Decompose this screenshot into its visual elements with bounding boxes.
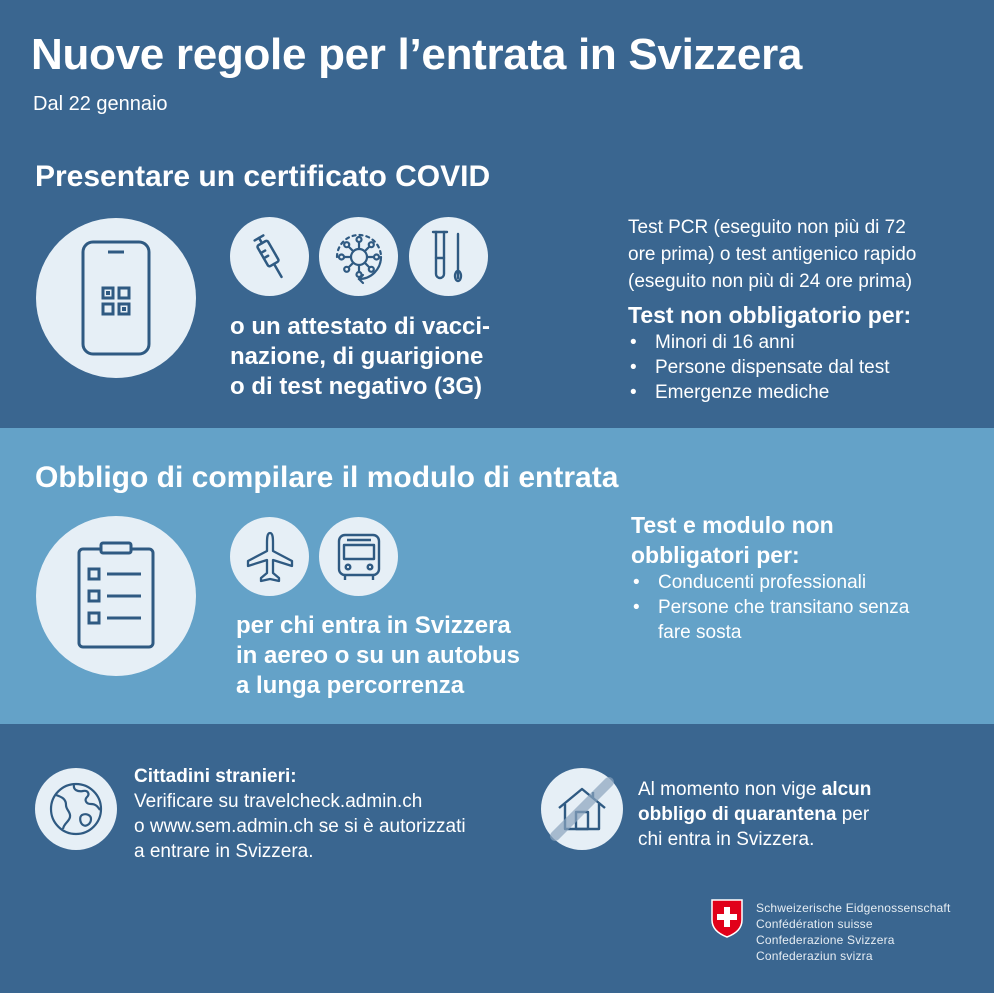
foreigners-line: Verificare su travelcheck.admin.ch (134, 791, 423, 812)
certificate-description (230, 312, 490, 402)
form-exempt-heading (631, 510, 834, 570)
form-exempt-heading-line: obbligatori per: (631, 542, 800, 568)
entry-form-description (236, 611, 520, 701)
certificate-line: nazione, di guarigione (230, 343, 484, 370)
entry-form-line: per chi entra in Svizzera (236, 612, 511, 639)
syringe-icon (230, 217, 309, 296)
quarantine-text: Al momento non vige (638, 779, 822, 800)
test-info-line: (eseguito non più di 24 ore prima) (628, 271, 913, 292)
airplane-icon (230, 517, 309, 596)
form-exempt-heading-line: Test e modulo non (631, 512, 834, 538)
phone-qr-code-icon (36, 218, 196, 378)
test-info (628, 214, 916, 295)
virus-recovery-icon (319, 217, 398, 296)
quarantine-text: chi entra in Svizzera. (638, 829, 815, 850)
test-exempt-heading: Test non obbligatorio per: (628, 302, 912, 328)
entry-form-line: a lunga percorrenza (236, 672, 465, 699)
quarantine-emphasis: obbligo di quarantena (638, 804, 837, 825)
foreigners-line: o www.sem.admin.ch se si è autorizzati (134, 816, 466, 837)
test-exempt-list (628, 330, 890, 405)
certificate-line: o un attestato di vacci- (230, 313, 491, 340)
entry-form-heading: Obbligo di compilare il modulo di entrata (35, 461, 619, 494)
form-exempt-list (631, 570, 931, 645)
clipboard-form-icon (36, 516, 196, 676)
foreigners-heading: Cittadini stranieri: (134, 766, 297, 787)
confederation-line: Schweizerische Eidgenossenschaft (756, 901, 951, 915)
certificate-line: o di test negativo (3G) (230, 373, 483, 400)
test-swab-icon (409, 217, 488, 296)
globe-icon (35, 768, 117, 850)
entry-form-line: in aereo o su un autobus (236, 642, 521, 669)
list-item: • Conducenti professionali (631, 570, 931, 595)
list-item: • Emergenze mediche (628, 380, 890, 405)
swiss-shield-icon (710, 898, 744, 938)
page-subtitle: Dal 22 gennaio (33, 93, 168, 115)
confederation-names (756, 900, 951, 964)
confederation-line: Confédération suisse (756, 917, 873, 931)
foreigners-line: a entrare in Svizzera. (134, 841, 314, 862)
quarantine-info (638, 777, 871, 852)
page-title: Nuove regole per l’entrata in Svizzera (31, 30, 803, 79)
list-item: • Persone che transitano senza fare sosta (631, 595, 931, 645)
covid-certificate-heading: Presentare un certificato COVID (35, 160, 491, 193)
confederation-line: Confederazione Svizzera (756, 933, 895, 947)
quarantine-text: per (836, 804, 870, 825)
no-quarantine-house-icon (541, 768, 623, 850)
foreigners-info (134, 764, 466, 864)
confederation-line: Confederaziun svizra (756, 949, 873, 963)
list-item: • Minori di 16 anni (628, 330, 890, 355)
bus-icon (319, 517, 398, 596)
quarantine-emphasis: alcun (821, 779, 872, 800)
test-info-line: ore prima) o test antigenico rapido (628, 244, 917, 265)
list-item: • Persone dispensate dal test (628, 355, 890, 380)
test-info-line: Test PCR (eseguito non più di 72 (628, 217, 906, 238)
